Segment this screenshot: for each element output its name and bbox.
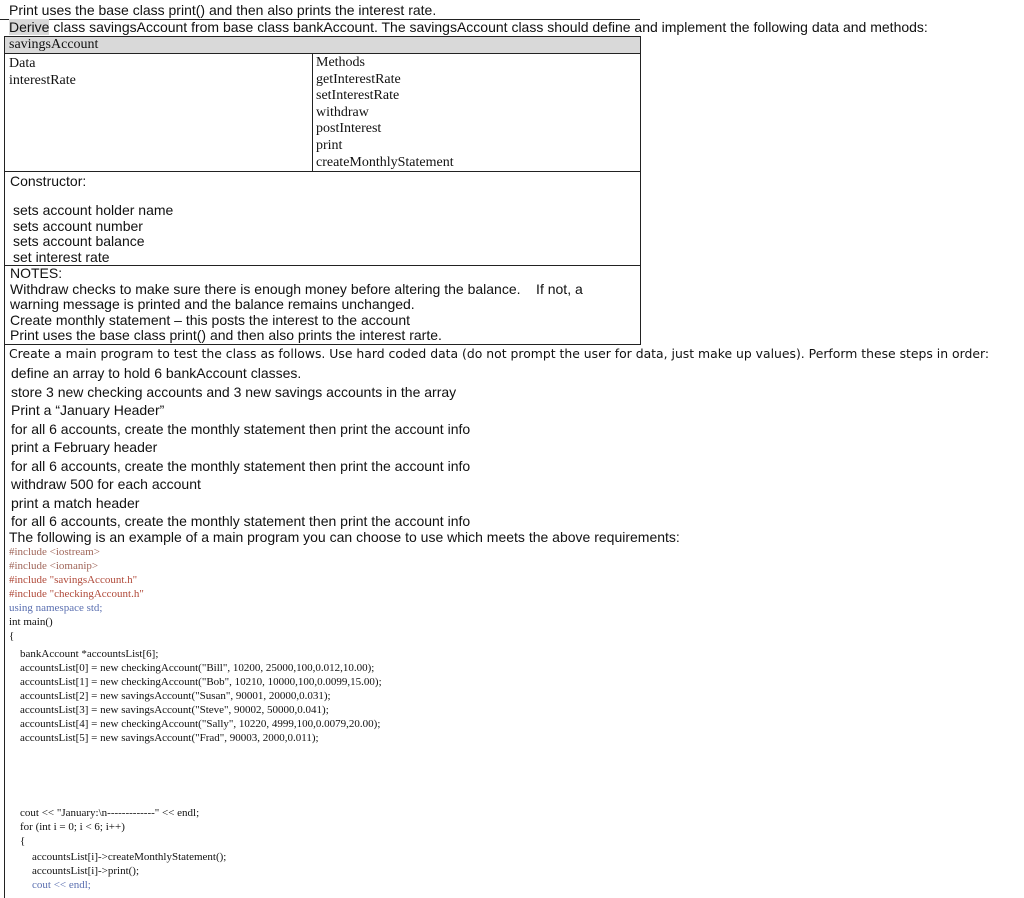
step-item: for all 6 accounts, create the monthly statement then print the account info [11, 420, 471, 437]
step-item: withdraw 500 for each account [11, 476, 201, 492]
class-table [4, 36, 641, 172]
step-item: for all 6 accounts, create the monthly statement then print the account info [11, 457, 471, 474]
notes-line: Print uses the base class print() and then also prints the interest rarte. [10, 327, 442, 343]
constructor-item: sets account balance [13, 233, 145, 249]
code-loop-statement: accountsList[i]->print(); [32, 865, 140, 877]
code-assignment: accountsList[1] = new checkingAccount("Bob", 10210, 10000,100,0.0099,15.00); [20, 676, 382, 688]
code-using: using namespace std; [9, 602, 103, 614]
code-loop-statement: cout << endl; [32, 879, 91, 891]
derive-text: class savingsAccount from base class bankAccount. The savingsAccount class should define and implement the following data and methods: [49, 19, 928, 35]
methods-header: Methods [316, 55, 365, 70]
notes-title: NOTES: [10, 265, 63, 281]
constructor-title: Constructor: [10, 173, 87, 189]
code-open-brace: { [9, 630, 15, 642]
steps-list [11, 364, 470, 531]
step-item: for all 6 accounts, create the monthly statement then print the account info [11, 513, 471, 529]
method-item: postInterest [316, 121, 382, 137]
constructor-item: set interest rate [13, 248, 110, 265]
step-item: print a match header [11, 494, 140, 511]
constructor-list [13, 203, 173, 265]
method-item: setInterestRate [316, 88, 400, 104]
step-item: Print a “January Header” [11, 402, 165, 418]
method-item: createMonthlyStatement [316, 154, 454, 170]
intro-line: Print uses the base class print() and then also prints the interest rate. [9, 2, 437, 18]
code-body [20, 647, 382, 745]
code-assignment: accountsList[2] = new savingsAccount("Susan", 90001, 20000,0.031); [20, 690, 331, 702]
example-intro: The following is an example of a main program you can choose to use which meets the above requirements: [9, 529, 680, 545]
code-cout-january: cout << "January:\n-------------" << endl; [20, 807, 200, 819]
constructor-item: sets account number [13, 217, 143, 234]
code-include: #include "savingsAccount.h" [9, 574, 138, 586]
methods-column [316, 55, 454, 171]
left-border [4, 344, 5, 898]
column-divider [312, 54, 313, 172]
notes-line: Create monthly statement – this posts the interest to the account [10, 311, 410, 328]
step-item: define an array to hold 6 bankAccount classes. [11, 365, 302, 381]
code-loop-open: { [20, 835, 26, 847]
method-item: print [316, 137, 343, 153]
code-assignment: accountsList[0] = new checkingAccount("Bill", 10200, 25000,100,0.012,10.00); [20, 662, 375, 674]
step-item: print a February header [11, 439, 158, 455]
data-header: Data [9, 56, 36, 71]
code-loop [20, 806, 199, 848]
code-include: #include <iomanip> [9, 560, 99, 572]
code-for-loop: for (int i = 0; i < 6; i++) [20, 821, 125, 833]
step-item: store 3 new checking accounts and 3 new savings accounts in the array [11, 383, 457, 400]
class-name-row [5, 37, 640, 54]
code-assignment: accountsList[3] = new savingsAccount("Steve", 90002, 50000,0.041); [20, 704, 329, 716]
notes-box [4, 265, 641, 345]
derive-line [9, 19, 928, 35]
constructor-item: sets account holder name [13, 202, 174, 218]
code-loop-statement: accountsList[i]->createMonthlyStatement(); [32, 851, 227, 863]
class-name: savingsAccount [9, 37, 99, 52]
code-loop-body [32, 850, 226, 892]
constructor-box [4, 171, 641, 266]
notes-content [10, 266, 583, 344]
highlighted-word: Derive [9, 19, 50, 35]
code-main-signature: int main() [9, 616, 53, 628]
notes-line: Withdraw checks to make sure there is enough money before altering the balance. If not, a [10, 280, 583, 297]
code-include: #include "checkingAccount.h" [9, 588, 144, 600]
method-item: getInterestRate [316, 71, 401, 87]
code-block [9, 545, 144, 643]
data-column [9, 55, 76, 89]
method-item: withdraw [316, 104, 369, 120]
code-assignment: accountsList[5] = new savingsAccount("Frad", 90003, 2000,0.011); [20, 732, 319, 744]
data-item: interestRate [9, 73, 76, 88]
code-include: #include <iostream> [9, 546, 100, 558]
code-assignment: accountsList[4] = new checkingAccount("Sally", 10220, 4999,100,0.0079,20.00); [20, 718, 381, 730]
notes-line: warning message is printed and the balance remains unchanged. [10, 296, 415, 312]
code-declaration: bankAccount *accountsList[6]; [20, 648, 159, 660]
main-intro: Create a main program to test the class as follows. Use hard coded data (do not prompt the user for data, just make up values). Perform these steps in order: [9, 346, 990, 361]
